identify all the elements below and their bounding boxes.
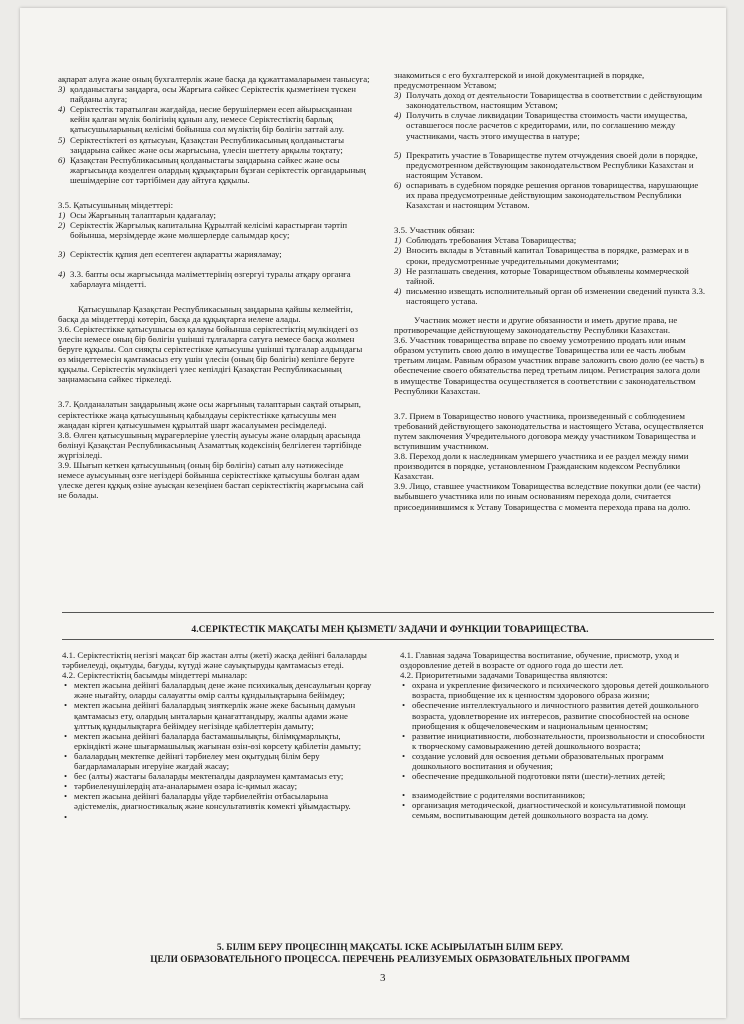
section-heading	[60, 943, 720, 966]
paragraph: 3.9. Лицо, ставшее участником Товарищества вследствие покупки доли (ее части) выбывшего участника или по иным основаниям перехода доли, считается присоединившимся к Уставу Товарищества с момента перехода права на долю.	[394, 481, 701, 512]
list-item: 3) Серіктестік құпия деп есептеген ақпаратты жарияламау;	[58, 249, 282, 260]
list-item: • создание условий для освоения детьми образовательных программ дошкольного воспитания и обучения;	[400, 751, 710, 771]
list-item: 1) Осы Жарғының талаптарын қадағалау;	[58, 210, 216, 221]
list-item: 6) оспаривать в судебном порядке решения органов товарищества, нарушающие их права предусмотренные действующим законодательством Республики Казахстан и настоящим Уставом.	[394, 179, 699, 211]
paragraph: 3.6. Участник товарищества вправе по своему усмотрению продать или иным образом уступить свою долю в имуществе Товарищества или ее часть любым третьим лицам. Равным образом участник вправе заложить свою долю (ее часть) в обеспечение своего обязательства перед третьим лицом. Регистрация залога доли в имуществе Товарищества осуществляется в соответствии с законодательством Республики Казахстан.	[394, 335, 705, 396]
divider	[62, 612, 714, 613]
list-item: 3) Не разглашать сведения, которые Товариществом объявлены коммерческой тайной.	[394, 265, 689, 286]
section-heading: 4.СЕРІКТЕСТІК МАҚСАТЫ МЕН ҚЫЗМЕТІ/ ЗАДАЧИ И ФУНКЦИИ ТОВАРИЩЕСТВА.	[191, 624, 589, 635]
list-item: 2) Вносить вклады в Уставный капитал Товарищества в порядке, размерах и в сроки, предусмотренные учредительными документами;	[394, 245, 689, 266]
paragraph: 3.7. Қолданалатын заңдарының және осы жарғының талаптарын сақтай отырып, серіктестікке жаңа қатысушының қабылдауы серіктестікке қатысушы мен жаңадан кірген қатысушымен құрылтай шарт жасалуымен ресімделеді.	[58, 399, 361, 430]
paragraph: 4.1. Главная задача Товарищества воспитание, обучение, присмотр, уход и оздоровление детей в возрасте от одного года до шести лет.	[400, 650, 679, 671]
list-item: 6) Қазақстан Республикасының қолданыстағы заңдарына сәйкес және осы жарғысында көзделген олардың құқықтарын бұзған серіктестік органдарының шешімдеріне сот тәртібімен дау айтуға құқылы.	[58, 154, 366, 185]
left-column-bottom	[62, 650, 374, 812]
right-column-top	[394, 70, 706, 512]
list-item: • охрана и укрепление физического и психического здоровья детей дошкольного возраста, приобщение их к ценностям здорового образа жизни;	[400, 680, 710, 700]
list-item: • обеспечение интеллектуального и личностного развития детей дошкольного возраста, удовлетворение их интересов, развитие способностей на основе приобщения к общечеловеческим и национальным ценностям;	[400, 700, 710, 730]
paragraph: знакомиться с его бухгалтерской и иной документацией в порядке, предусмотренном Уставом;	[394, 70, 645, 91]
section-heading-line: ЦЕЛИ ОБРАЗОВАТЕЛЬНОГО ПРОЦЕССА. ПЕРЕЧЕНЬ РЕАЛИЗУЕМЫХ ОБРАЗОВАТЕЛЬНЫХ ПРОГРАММ	[150, 954, 630, 965]
section-heading-line: 5. БІЛІМ БЕРУ ПРОЦЕСІНІҢ МАҚСАТЫ. ІСКЕ АСЫРЫЛАТЫН БІЛІМ БЕРУ.	[216, 943, 564, 953]
paragraph: 4.2. Приоритетными задачами Товарищества являются:	[400, 670, 608, 681]
list-item: 5) Прекратить участие в Товариществе путем отчуждения своей доли в порядке, предусмотренном действующим законодательством Республики Казахстан и настоящим Уставом.	[394, 149, 698, 180]
paragraph: ақпарат алуға және оның бухгалтерлік және басқа да құжаттамаларымен танысуға;	[58, 74, 370, 84]
list-item: • мектеп жасына дейінгі балалардың дене және психикалық денсаулығын қорғау және нығайту, оларды салауатты өмір салты құндылықтарына бейімдеу;	[62, 680, 374, 700]
list-item: • обеспечение предшкольной подготовки пяти (шести)-летних детей;	[400, 771, 710, 781]
list-item: • взаимодействие с родителями воспитанников;	[400, 790, 710, 800]
list-item: 3) Получать доход от деятельности Товарищества в соответствии с действующим законодательством, настоящим Уставом;	[394, 90, 703, 111]
clause-heading: 3.5. Участник обязан:	[394, 225, 475, 236]
paragraph: 3.9. Шығып кеткен қатысушының (оның бір бөлігін) сатып алу нәтижесінде немесе ауысуының өзге негіздері бойынша серіктестікке қатысушы болған адам үлеске деген құқық өзіне ауысқан кезеңінен бастап серіктестіктің жарғысына сай не болады.	[58, 460, 364, 501]
page-number: 3	[380, 972, 386, 984]
paragraph: Қатысушылар Қазақстан Республикасының заңдарына қайшы келмейтін, басқа да міндеттерді көтеріп, басқа да құқықтарға иелене алады.	[58, 303, 353, 324]
list-item: • организация методической, диагностической и консультативной помощи семьям, воспитывающим детей дошкольного возраста на дому.	[400, 800, 710, 820]
divider	[62, 639, 714, 640]
list-item: • мектеп жасына дейінгі балаларда бастамашылықты, білімқұмарлықты, еркіндікті және шығармашылық жағынан өзін-өзі көрсету қабілетін дамыту;	[62, 731, 374, 751]
list-item: • развитие инициативности, любознательности, произвольности и способности к творческому самовыражению детей дошкольного возраста;	[400, 731, 710, 751]
list-item: 3) қолданыстағы заңдарға, осы Жарғыға сәйкес Серіктестік қызметінен түскен пайданы алуға;	[58, 84, 356, 105]
list-item: 4) Серіктестік таратылған жағдайда, несие берушілермен есеп айырысқаннан кейін қалған мүлік бөлігінің құнын алу, немесе Серіктестіктің барлық қатысушыларының келісімі бойынша сол мүліктің бір бөлігін заттай алу.	[58, 104, 353, 135]
list-item: 1) Соблюдать требования Устава Товарищества;	[394, 235, 577, 246]
paragraph: 4.2. Серіктестіктің басымды міндеттері мыналар:	[62, 670, 248, 681]
list-item: 5) Серіктестіктегі өз қатысуын, Қазақстан Республикасының қолданыстағы заңдарына сәйкес және осы жарғысына, үлесін шеттету арқылы тоқтату;	[58, 134, 345, 155]
paragraph: 4.1. Серіктестіктің негізгі мақсат бір жастан алты (жеті) жасқа дейінгі балаларды тәрбиелеуді, оқытуды, бағуды, күтуді және сауықтыруды қамтамасыз етеді.	[62, 650, 367, 671]
list-item: 4) 3.3. бапты осы жарғысында мәліметтерінің өзгергуі туралы атқару органға хабарлауға міндетті.	[58, 268, 351, 289]
paragraph: 3.7. Прием в Товарищество нового участника, произведенный с соблюдением требований действующего законодательства и настоящего Устава, осуществляется путем заключения Учредительного договора между участником Товарищества и вступившим участником.	[394, 410, 704, 451]
list-item: 2) Серіктестік Жарғылық капиталына Құрылтай келісімі карастырған тәртіп бойынша, мерзімдерде және мөлшерлерде салымдар қосу;	[58, 220, 348, 241]
paragraph: 3.8. Переход доли к наследникам умершего участника и ее раздел между ними производится в порядке, установленном Гражданским кодексом Республики Казахстан.	[394, 451, 689, 482]
clause-heading: 3.5. Қатысушының міндеттері:	[58, 200, 174, 211]
list-item: 4) письменно извещать исполнительный орган об изменении сведений пункта 3.3. настоящего устава.	[394, 285, 706, 306]
document-page	[20, 8, 726, 1018]
list-item: • мектеп жасына дейінгі балаларды үйде тәрбиелейтін отбасыларына әдістемелік, диагностикалық және консультативтік көмекті ұйымдастыру.	[62, 791, 374, 811]
paragraph: 3.8. Өлген қатысушының мұрагерлеріне үлестің ауысуы және олардың арасында бөлінуі Қазақстан Республикасының Азаматтық кодексінің белгілеген тәртібінде жүргізіледі.	[58, 429, 362, 460]
list-item: • тәрбиеленушілердің ата-аналарымен өзара іс-қимыл жасау;	[62, 781, 374, 791]
list-item: • балалардың мектепке дейінгі тәрбиелеу мен оқытудың білім беру бағдарламаларын игеруіне жағдай жасау;	[62, 751, 374, 771]
list-item: • бес (алты) жастағы балаларды мектепалды даярлаумен қамтамасыз ету;	[62, 771, 374, 781]
left-column-top	[58, 74, 370, 500]
list-item: 4) Получить в случае ликвидации Товарищества стоимость части имущества, оставшегося после расчетов с кредиторами, или, по соглашению между участниками, часть этого имущества в натуре;	[394, 110, 688, 141]
paragraph: Участник может нести и другие обязанности и иметь другие права, не противоречащие действующему законодательству Республики Казахстан.	[394, 314, 678, 336]
right-column-bottom	[400, 650, 710, 821]
list-item: • мектеп жасына дейінгі балалардың зияткерлік және жеке басының дамуын қамтамасыз ету, олардың ынталарын қанағаттандыру, жалпы адами және ұлттық құндылықтарға бейімдеу негізінде қабілеттерін дамыту;	[62, 700, 374, 730]
paragraph: 3.6. Серіктестікке қатысушысы өз қалауы бойынша серіктестіктің мүлкіндегі өз үлесін немесе оның бір бөлігін үшінші тұлғаларға сатуға немесе басқа жолмен беруге құқылы. Сол сияқты серіктестікке қатысушы үшінші тұлғалар алдындағы өз міндеттемесін қамтамасыз ету үшін үлесін (оның бір бөлігін) кепілге беруге құқылы. Серіктестік мүлкіндегі үлес кепілдігі Қазақстан Республикасының заңнамасына сәйкес тіркеледі.	[58, 323, 363, 385]
